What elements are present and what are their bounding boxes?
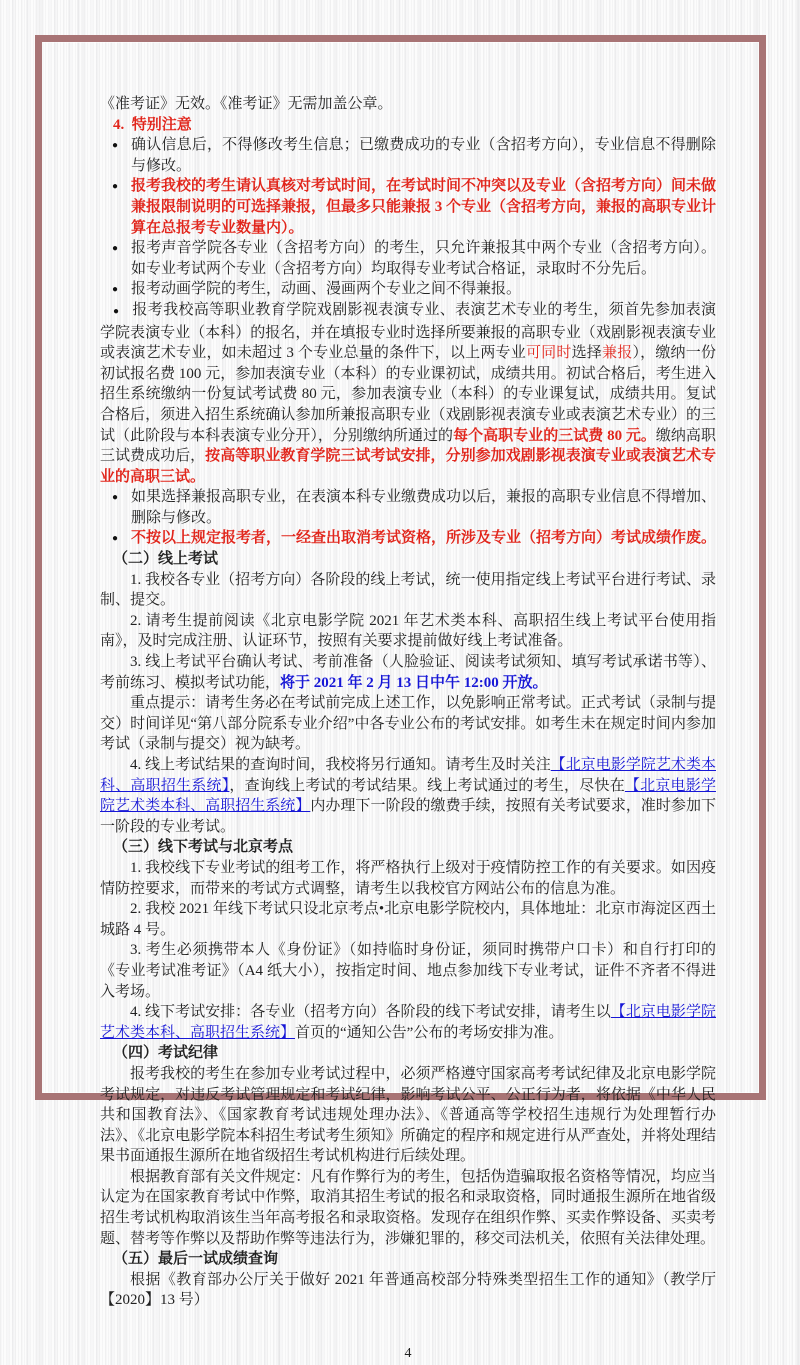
text-segment: 内办理下一阶段的缴费手续，按照有关考试要求，准时参加下一阶段的专业考试。 xyxy=(100,798,716,835)
discipline-paragraph-2 xyxy=(100,1167,716,1249)
offline-exam-item-2 xyxy=(100,899,716,940)
notice-bullet-animation-school xyxy=(100,279,716,300)
text-segment: 按高等职业教育学院三试考试安排，分别参加戏剧影视表演专业或表演艺术专业的高职三试。 xyxy=(100,448,716,485)
bullet-icon: ● xyxy=(112,181,119,193)
section-heading-offline-exam xyxy=(100,837,716,858)
section-heading-discipline xyxy=(100,1043,716,1064)
section-heading-online-exam xyxy=(100,549,716,570)
document-body xyxy=(42,42,759,1365)
offline-exam-item-3 xyxy=(100,940,716,1002)
offline-exam-item-1 xyxy=(100,858,716,899)
text-segment: 报考我校高等职业教育学院戏剧影视表演专业、表演艺术专业的考生，须首先参加表演学院表演专业（本科）的报名，并在填报专业时选择所要兼报的高职专业（戏剧影视表演专业或表演艺术专业，如未超过 3 个专业总量的条件下，以上两专业 xyxy=(100,301,716,362)
notice-bullet-confirm-info xyxy=(100,135,716,176)
text-segment: 将于 2021 年 2 月 13 日中午 12:00 开放。 xyxy=(280,674,548,691)
bullet-icon: ● xyxy=(112,533,119,545)
text-segment: 《准考证》无效。《准考证》无需加盖公章。 xyxy=(100,96,393,112)
text-segment: （四）考试纪律 xyxy=(113,1045,219,1062)
text-segment: （二）线上考试 xyxy=(113,551,219,568)
text-segment: 重点提示：请考生务必在考试前完成上述工作，以免影响正常考试。正式考试（录制与提交）时间详见“第八部分院系专业介绍”中各专业公布的考试安排。如考生未在规定时间内参加考试（录制与提交）视为缺考。 xyxy=(100,695,716,753)
text-segment: 报考我校的考生在参加专业考试过程中，必须严格遵守国家高考考试纪律及北京电影学院考试规定，对违反考试管理规定和考试纪律，影响考试公平、公正行为者，将依据《中华人民共和国教育法》、《国家教育考试违规处理办法》、《普通高等学校招生违规行为处理暂行办法》、《北京电影学院本科招生考试考生须知》所确定的程序和规定进行从严查处，并将处理结果书面通报生源所在地省级招生考试机构进行后续处理。 xyxy=(100,1065,716,1165)
text-segment: 4. 线上考试结果的查询时间，我校将另行通知。请考生及时关注 xyxy=(130,757,551,773)
online-exam-key-reminder xyxy=(100,693,716,755)
text-segment: 首页的“通知公告”公布的考场安排为准。 xyxy=(295,1024,564,1041)
text-segment: 报考声音学院各专业（含招考方向）的考生，只允许兼报其中两个专业（含招考方向）。如专业考试两个专业（含招考方向）均取得专业考试合格证，录取时不分先后。 xyxy=(131,240,716,277)
online-exam-item-1 xyxy=(100,570,716,611)
discipline-paragraph-1 xyxy=(100,1064,716,1167)
text-segment: ），缴纳一份初试报名费 100 元，参加表演专业（本科）的专业课初试，成绩共用。初试合格后，考生进入招生系统缴纳一份复试考试费 80 元，参加表演专业（本科）的专业课复试，成绩共用。复试合格后，须进入招生系统确认参加所兼报高职专业（戏剧影视表演专业或表演艺术专业）的三试（此阶段与本科表演专业分开），分别缴纳所通过的 xyxy=(100,345,716,444)
text-segment: 报考我校的考生请认真核对考试时间，在考试时间不冲突以及专业（含招考方向）间未做兼报限制说明的可选择兼报，但最多只能兼报 3 个专业（含招考方向，兼报的高职专业计算在总报考专业数量内）。 xyxy=(131,178,717,236)
bullet-icon: ● xyxy=(113,305,120,317)
text-segment: 2. 我校 2021 年线下考试只设北京考点•北京电影学院校内，具体地址：北京市海淀区西土城路 4 号。 xyxy=(100,901,716,938)
text-segment: 1. 我校各专业（招考方向）各阶段的线上考试，统一使用指定线上考试平台进行考试、录制、提交。 xyxy=(100,571,716,609)
online-exam-item-4 xyxy=(100,755,716,837)
bullet-icon: ● xyxy=(112,492,119,504)
text-segment: 可同时 xyxy=(525,345,572,362)
text-segment: 报考动画学院的考生，动画、漫画两个专业之间不得兼报。 xyxy=(131,281,522,298)
text-segment: 4. 线下考试安排：各专业（招考方向）各阶段的线下考试安排，请考生以 xyxy=(130,1004,611,1021)
page-border-frame xyxy=(35,35,766,1362)
page-number: 4 xyxy=(404,1346,412,1362)
text-segment: 每个高职专业的三试费 80 元。 xyxy=(453,427,656,444)
online-exam-item-3 xyxy=(100,652,716,693)
text-segment: 根据《教育部办公厅关于做好 2021 年普通高校部分特殊类型招生工作的通知》（教学厅【2020】13 号） xyxy=(100,1271,716,1309)
bullet-icon: ● xyxy=(112,243,119,255)
text-segment: （三）线下考试与北京考点 xyxy=(113,839,294,856)
text-segment: 不按以上规定报考者，一经查出取消考试资格，所涉及专业（招考方向）考试成绩作废。 xyxy=(131,530,717,547)
text-segment: （五）最后一试成绩查询 xyxy=(113,1251,279,1268)
final-score-paragraph xyxy=(100,1270,716,1311)
text-segment: 2. 请考生提前阅读《北京电影学院 2021 年艺术类本科、高职招生线上考试平台使用指南》，及时完成注册、认证环节，按照有关要求提前做好线上考试准备。 xyxy=(100,612,716,650)
text-segment: 选择 xyxy=(571,345,603,362)
text-segment: 兼报 xyxy=(602,345,633,362)
text-segment: 如果选择兼报高职专业，在表演本科专业缴费成功以后，兼报的高职专业信息不得增加、删除与修改。 xyxy=(131,489,717,526)
continued-paragraph xyxy=(100,94,716,115)
offline-exam-item-4 xyxy=(100,1002,716,1043)
text-segment: ，查询线上考试的考试结果。线上考试通过的考生，尽快在 xyxy=(229,777,625,794)
text-segment: 缴纳高职三试费成功后， xyxy=(100,427,716,465)
text-segment: 3. 考生必须携带本人《身份证》（如持临时身份证，须同时携带户口卡）和自行打印的《专业考试准考证》（A4 纸大小），按指定时间、地点参加线下专业考试，证件不齐者不得进入考场。 xyxy=(100,942,716,1000)
bullet-icon: ● xyxy=(112,284,119,296)
notice-bullet-violation xyxy=(100,528,716,549)
notice-bullet-vocational xyxy=(100,300,716,487)
text-segment: 4. 特别注意 xyxy=(113,116,192,133)
notice-bullet-check-time xyxy=(100,176,716,238)
admission-system-link[interactable]: 【北京电影学院艺术类本科、高职招生系统】 xyxy=(100,1004,716,1041)
online-exam-item-2 xyxy=(100,611,716,652)
admission-system-link[interactable]: 【北京电影学院艺术类本科、高职招生系统】 xyxy=(100,757,716,794)
notice-bullet-no-change xyxy=(100,487,716,528)
text-segment: 确认信息后，不得修改考生信息；已缴费成功的专业（含招考方向），专业信息不得删除与修改。 xyxy=(131,137,716,174)
section-heading-final-score xyxy=(100,1249,716,1270)
admission-system-link[interactable]: 【北京电影学院艺术类本科、高职招生系统】 xyxy=(100,777,716,815)
bullet-icon: ● xyxy=(112,140,119,152)
text-segment: 1. 我校线下专业考试的组考工作，将严格执行上级对于疫情防控工作的有关要求。如因疫情防控要求，而带来的考试方式调整，请考生以我校官方网站公布的信息为准。 xyxy=(100,859,716,897)
text-segment: 3. 线上考试平台确认考试、考前准备（人脸验证、阅读考试须知、填写考试承诺书等）、考前练习、模拟考试功能， xyxy=(100,654,716,691)
special-notice-heading xyxy=(100,115,716,136)
text-segment: 根据教育部有关文件规定：凡有作弊行为的考生，包括伪造骗取报名资格等情况，均应当认定为在国家教育考试中作弊，取消其招生考试的报名和录取资格，同时通报生源所在地省级招生考试机构取消该生当年高考报名和录取资格。发现存在组织作弊、买卖作弊设备、买卖考题、替考等作弊以及帮助作弊等违法行为，涉嫌犯罪的，移交司法机关，依照有关法律处理。 xyxy=(100,1168,716,1247)
notice-bullet-sound-school xyxy=(100,238,716,279)
